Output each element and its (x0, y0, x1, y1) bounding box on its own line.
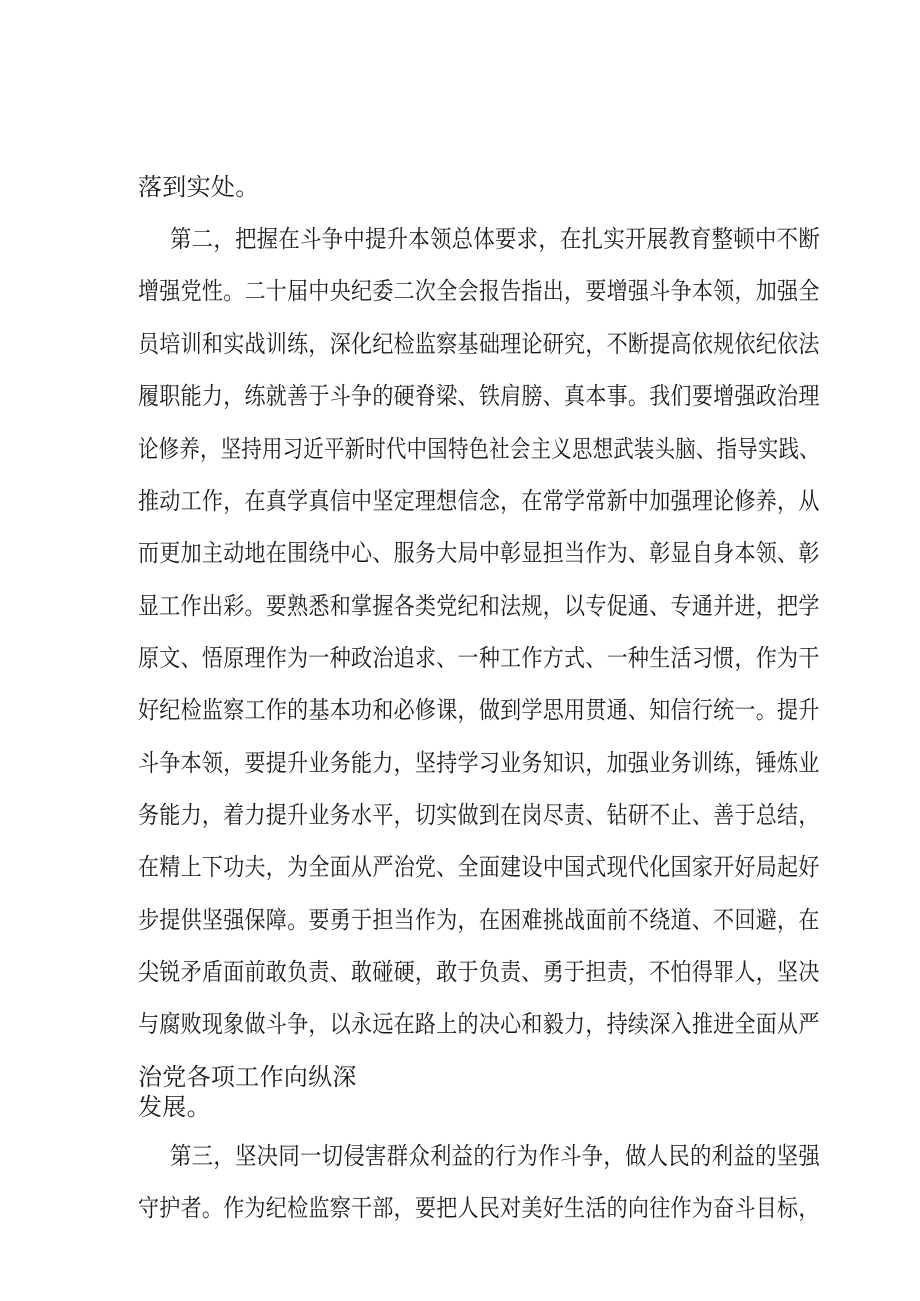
text-line: 原文、悟原理作为一种政治追求、一种工作方式、一种生活习惯，作为干 (138, 644, 820, 672)
text-line: 落到实处。 (138, 173, 260, 201)
text-line: 与腐败现象做斗争，以永远在路上的决心和毅力，持续深入推进全面从严 (138, 1010, 820, 1038)
text-line: 论修养，坚持用习近平新时代中国特色社会主义思想武装头脑、指导实践、 (138, 435, 820, 463)
text-line: 推动工作，在真学真信中坚定理想信念，在常学常新中加强理论修养，从 (138, 487, 820, 515)
text-line: 步提供坚强保障。要勇于担当作为，在困难挑战面前不绕道、不回避，在 (138, 906, 820, 934)
text-line: 在精上下功夫，为全面从严治党、全面建设中国式现代化国家开好局起好 (138, 853, 820, 881)
paragraph-first-line: 第二，把握在斗争中提升本领总体要求，在扎实开展教育整顿中不断 (170, 225, 820, 253)
text-line: 增强党性。二十届中央纪委二次全会报告指出，要增强斗争本领，加强全 (138, 277, 820, 305)
text-line: 员培训和实战训练，深化纪检监察基础理论研究，不断提高依规依纪依法 (138, 330, 820, 358)
text-line: 斗争本领，要提升业务能力，坚持学习业务知识，加强业务训练，锤炼业 (138, 749, 820, 777)
text-line: 尖锐矛盾面前敢负责、敢碰硬，敢于负责、勇于担责，不怕得罪人，坚决 (138, 958, 820, 986)
text-line: 而更加主动地在围绕中心、服务大局中彰显担当作为、彰显自身本领、彰 (138, 539, 820, 567)
text-line: 好纪检监察工作的基本功和必修课，做到学思用贯通、知信行统一。提升 (138, 696, 820, 724)
text-line: 发展。 (138, 1093, 211, 1121)
paragraph-first-line: 第三，坚决同一切侵害群众利益的行为作斗争，做人民的利益的坚强 (170, 1142, 820, 1170)
text-line: 履职能力，练就善于斗争的硬脊梁、铁肩膀、真本事。我们要增强政治理 (138, 382, 820, 410)
text-line: 治党各项工作向纵深 (138, 1063, 357, 1091)
text-line: 务能力，着力提升业务水平，切实做到在岗尽责、钻研不止、善于总结， (138, 801, 820, 829)
text-line: 守护者。作为纪检监察干部，要把人民对美好生活的向往作为奋斗目标， (138, 1194, 820, 1222)
text-line: 显工作出彩。要熟悉和掌握各类党纪和法规，以专促通、专通并进，把学 (138, 592, 820, 620)
